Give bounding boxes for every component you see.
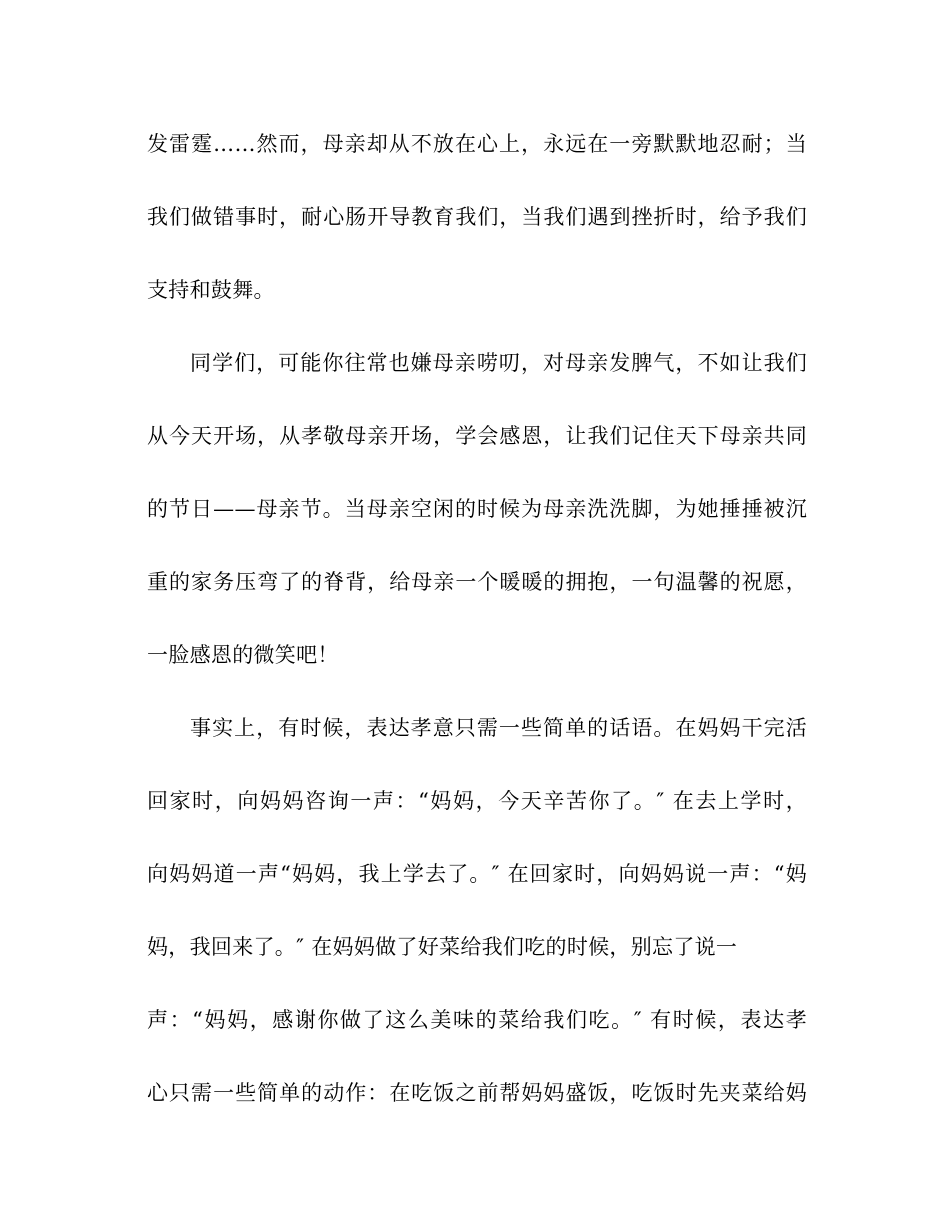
paragraph-line: 一脸感恩的微笑吧！ [147, 643, 339, 667]
paragraph-line: 回家时，向妈妈咨询一声：“妈妈，今天辛苦你了。″ 在去上学时， [147, 789, 807, 813]
paragraph-line: 我们做错事时，耐心肠开导教育我们，当我们遇到挫折时，给予我们 [147, 205, 807, 229]
paragraph-line: 从今天开场，从孝敬母亲开场，学会感恩，让我们记住天下母亲共同 [147, 424, 807, 448]
paragraph-line: 心只需一些简单的动作：在吃饭之前帮妈妈盛饭，吃饭时先夹菜给妈 [147, 1081, 807, 1105]
paragraph-line: 发雷霆……然而，母亲却从不放在心上，永远在一旁默默地忍耐；当 [147, 132, 807, 156]
paragraph-line: 重的家务压弯了的脊背，给母亲一个暖暖的拥抱，一句温馨的祝愿， [147, 570, 807, 594]
paragraph-line: 声：“妈妈，感谢你做了这么美味的菜给我们吃。″ 有时候，表达孝 [147, 1008, 807, 1032]
paragraph-line: 向妈妈道一声“妈妈，我上学去了。″ 在回家时，向妈妈说一声：“妈 [147, 862, 807, 886]
paragraph-line: 支持和鼓舞。 [147, 278, 275, 302]
paragraph-line: 同学们，可能你往常也嫌母亲唠叨，对母亲发脾气，不如让我们 [190, 351, 807, 375]
paragraph-line: 事实上，有时候，表达孝意只需一些简单的话语。在妈妈干完活 [190, 716, 807, 740]
paragraph-line: 妈，我回来了。″ 在妈妈做了好菜给我们吃的时候，别忘了说一 [147, 935, 738, 959]
paragraph-line: 的节日——母亲节。当母亲空闲的时候为母亲洗洗脚，为她捶捶被沉 [147, 497, 807, 521]
